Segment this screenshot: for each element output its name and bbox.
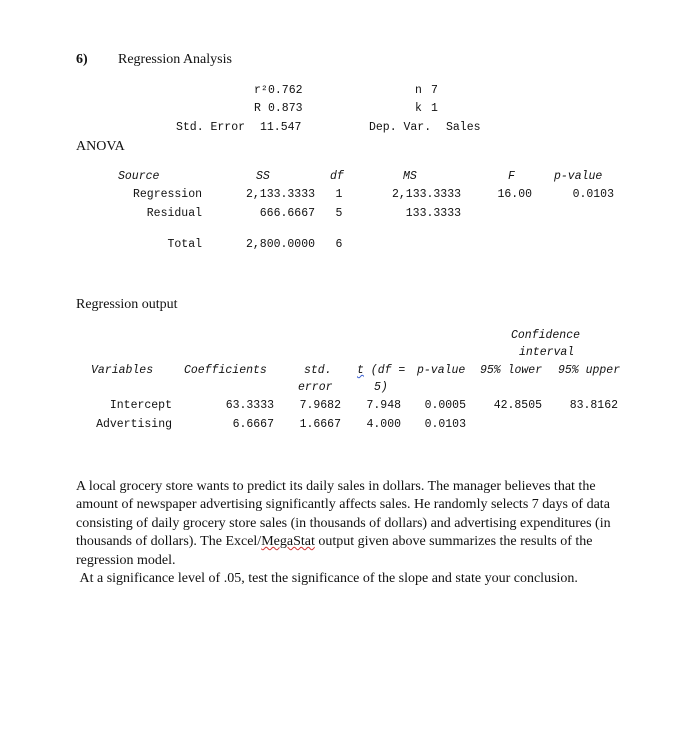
regression-heading: Regression output xyxy=(76,297,178,312)
anova-heading: ANOVA xyxy=(76,139,125,154)
problem-text xyxy=(76,478,636,588)
r2-value: 0.762 xyxy=(268,84,303,97)
reg-t: 7.948 xyxy=(366,399,401,412)
std-error-value: 11.547 xyxy=(260,121,302,134)
reg-variable: Advertising xyxy=(96,418,172,431)
reg-col-coefficients: Coefficients xyxy=(184,364,267,377)
anova-df: 6 xyxy=(335,238,343,251)
problem-text-b: output given above summarizes the results of the regression model. xyxy=(76,534,593,568)
reg-col-std-line2: error xyxy=(298,381,333,394)
n-value: 7 xyxy=(431,84,438,97)
k-value: 1 xyxy=(431,102,438,115)
reg-col-t-line2: 5) xyxy=(374,381,388,394)
anova-df: 5 xyxy=(335,207,343,220)
reg-col-variables: Variables xyxy=(91,364,154,377)
reg-std-error: 1.6667 xyxy=(299,418,341,431)
problem-text-a: A local grocery store wants to predict its daily sales in dollars. The manager believes that the amount of newspaper advertising significantly affects sales. He randomly selects 7 days of data consisting of daily grocery store sales (in thousands of dollars) and advertising expenditures (in thousands of dollars). The Excel/ xyxy=(76,479,611,550)
k-label: k xyxy=(415,102,422,115)
r2-label: r² xyxy=(254,84,268,97)
reg-t: 4.000 xyxy=(366,418,401,431)
anova-source: Regression xyxy=(132,188,202,201)
reg-col-std-line1: std. xyxy=(304,364,332,377)
reg-coefficient: 63.3333 xyxy=(225,399,274,412)
anova-col-ms: MS xyxy=(403,170,417,183)
anova-ss: 2,800.0000 xyxy=(245,238,315,251)
reg-pvalue: 0.0103 xyxy=(424,418,466,431)
r-label: R xyxy=(254,102,261,115)
ci-header-line1: Confidence xyxy=(511,329,581,342)
reg-upper: 83.8162 xyxy=(569,399,618,412)
question-number: 6) xyxy=(76,52,88,67)
anova-pvalue: 0.0103 xyxy=(572,188,614,201)
anova-col-source: Source xyxy=(118,170,160,183)
reg-std-error: 7.9682 xyxy=(299,399,341,412)
anova-ms: 2,133.3333 xyxy=(391,188,461,201)
reg-col-pvalue: p-value xyxy=(417,364,466,377)
anova-ms: 133.3333 xyxy=(405,207,461,220)
problem-paragraph-1 xyxy=(76,478,636,570)
problem-paragraph-2: At a significance level of .05, test the significance of the slope and state your conclusion. xyxy=(76,571,578,587)
question-title: Regression Analysis xyxy=(118,52,232,67)
reg-col-upper: 95% upper xyxy=(558,364,621,377)
anova-f: 16.00 xyxy=(497,188,532,201)
anova-col-pvalue: p-value xyxy=(554,170,603,183)
anova-df: 1 xyxy=(335,188,343,201)
anova-source: Total xyxy=(167,238,202,251)
spellcheck-flagged-word: MegaStat xyxy=(261,534,315,550)
anova-col-ss: SS xyxy=(256,170,270,183)
anova-ss: 666.6667 xyxy=(259,207,315,220)
anova-source: Residual xyxy=(146,207,202,220)
reg-col-lower: 95% lower xyxy=(480,364,543,377)
reg-lower: 42.8505 xyxy=(493,399,542,412)
dep-var-value: Sales xyxy=(446,121,481,134)
r-value: 0.873 xyxy=(268,102,303,115)
anova-col-df: df xyxy=(330,170,344,183)
reg-coefficient: 6.6667 xyxy=(232,418,274,431)
reg-pvalue: 0.0005 xyxy=(424,399,466,412)
std-error-label: Std. Error xyxy=(176,121,246,134)
anova-ss: 2,133.3333 xyxy=(245,188,315,201)
reg-variable: Intercept xyxy=(109,399,172,412)
ci-header-line2: interval xyxy=(519,346,575,359)
reg-col-t-line1 xyxy=(357,364,405,377)
n-label: n xyxy=(415,84,422,97)
t-symbol: t xyxy=(357,364,364,377)
dep-var-label: Dep. Var. xyxy=(369,121,432,134)
t-df-text: (df = xyxy=(363,364,406,377)
anova-col-f: F xyxy=(508,170,515,183)
